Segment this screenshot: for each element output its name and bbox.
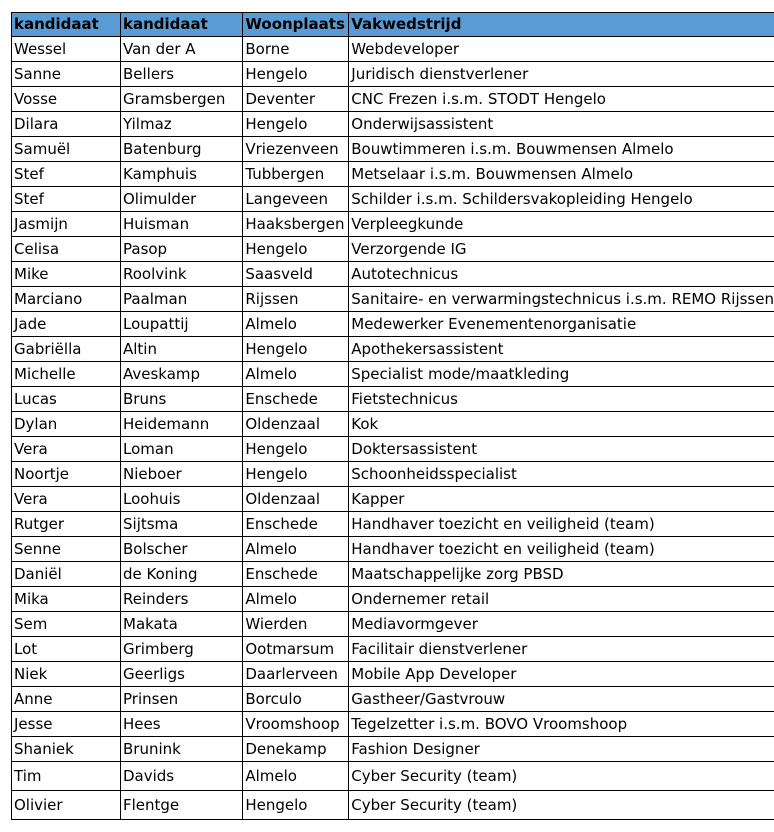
table-row	[12, 112, 774, 137]
cell-woonplaats: Enschede	[243, 512, 349, 537]
cell-vakwedstrijd: Fietstechnicus	[349, 387, 774, 412]
cell-first-name: Niek	[12, 662, 121, 687]
table-row	[12, 462, 774, 487]
cell-vakwedstrijd: Handhaver toezicht en veiligheid (team)	[349, 537, 774, 562]
header-first-name: kandidaat	[12, 13, 121, 37]
cell-vakwedstrijd: Mobile App Developer	[349, 662, 774, 687]
cell-woonplaats: Ootmarsum	[243, 637, 349, 662]
cell-vakwedstrijd: Facilitair dienstverlener	[349, 637, 774, 662]
cell-first-name: Marciano	[12, 287, 121, 312]
cell-vakwedstrijd: Metselaar i.s.m. Bouwmensen Almelo	[349, 162, 774, 187]
cell-woonplaats: Wierden	[243, 612, 349, 637]
table-body	[12, 37, 774, 820]
cell-vakwedstrijd: Onderwijsassistent	[349, 112, 774, 137]
table-row	[12, 437, 774, 462]
cell-first-name: Dilara	[12, 112, 121, 137]
cell-vakwedstrijd: Schoonheidsspecialist	[349, 462, 774, 487]
cell-woonplaats: Almelo	[243, 362, 349, 387]
cell-first-name: Daniël	[12, 562, 121, 587]
cell-woonplaats: Vriezenveen	[243, 137, 349, 162]
table-row	[12, 537, 774, 562]
cell-woonplaats: Almelo	[243, 312, 349, 337]
cell-last-name: Paalman	[121, 287, 243, 312]
cell-woonplaats: Denekamp	[243, 737, 349, 762]
cell-woonplaats: Langeveen	[243, 187, 349, 212]
table-row	[12, 37, 774, 62]
header-vakwedstrijd: Vakwedstrijd	[349, 13, 774, 37]
cell-last-name: Grimberg	[121, 637, 243, 662]
table-row	[12, 562, 774, 587]
table-row	[12, 137, 774, 162]
cell-woonplaats: Rijssen	[243, 287, 349, 312]
cell-vakwedstrijd: Medewerker Evenementenorganisatie	[349, 312, 774, 337]
candidates-table	[11, 12, 774, 820]
cell-vakwedstrijd: Cyber Security (team)	[349, 791, 774, 820]
cell-vakwedstrijd: Fashion Designer	[349, 737, 774, 762]
cell-vakwedstrijd: Handhaver toezicht en veiligheid (team)	[349, 512, 774, 537]
cell-woonplaats: Saasveld	[243, 262, 349, 287]
cell-first-name: Rutger	[12, 512, 121, 537]
cell-first-name: Stef	[12, 187, 121, 212]
cell-last-name: Loupattij	[121, 312, 243, 337]
cell-vakwedstrijd: Webdeveloper	[349, 37, 774, 62]
table-row	[12, 791, 774, 820]
cell-woonplaats: Borculo	[243, 687, 349, 712]
cell-first-name: Vosse	[12, 87, 121, 112]
cell-last-name: Aveskamp	[121, 362, 243, 387]
cell-woonplaats: Tubbergen	[243, 162, 349, 187]
cell-last-name: Sijtsma	[121, 512, 243, 537]
cell-last-name: Nieboer	[121, 462, 243, 487]
cell-woonplaats: Almelo	[243, 537, 349, 562]
cell-last-name: Batenburg	[121, 137, 243, 162]
cell-last-name: Loman	[121, 437, 243, 462]
cell-woonplaats: Daarlerveen	[243, 662, 349, 687]
table-row	[12, 412, 774, 437]
cell-first-name: Jade	[12, 312, 121, 337]
table-row	[12, 587, 774, 612]
cell-first-name: Anne	[12, 687, 121, 712]
cell-woonplaats: Hengelo	[243, 462, 349, 487]
cell-vakwedstrijd: Ondernemer retail	[349, 587, 774, 612]
cell-first-name: Lot	[12, 637, 121, 662]
cell-vakwedstrijd: Sanitaire- en verwarmingstechnicus i.s.m. REMO Rijssen	[349, 287, 774, 312]
cell-last-name: Altin	[121, 337, 243, 362]
cell-last-name: Davids	[121, 762, 243, 791]
cell-vakwedstrijd: Kok	[349, 412, 774, 437]
table-row	[12, 737, 774, 762]
cell-last-name: Hees	[121, 712, 243, 737]
cell-first-name: Noortje	[12, 462, 121, 487]
cell-vakwedstrijd: Tegelzetter i.s.m. BOVO Vroomshoop	[349, 712, 774, 737]
cell-vakwedstrijd: Maatschappelijke zorg PBSD	[349, 562, 774, 587]
cell-last-name: Flentge	[121, 791, 243, 820]
cell-woonplaats: Oldenzaal	[243, 487, 349, 512]
cell-first-name: Sanne	[12, 62, 121, 87]
table-row	[12, 312, 774, 337]
cell-last-name: Bolscher	[121, 537, 243, 562]
table-row	[12, 487, 774, 512]
table-row	[12, 337, 774, 362]
cell-last-name: Bruns	[121, 387, 243, 412]
cell-woonplaats: Hengelo	[243, 437, 349, 462]
cell-last-name: Huisman	[121, 212, 243, 237]
cell-first-name: Vera	[12, 487, 121, 512]
cell-last-name: de Koning	[121, 562, 243, 587]
cell-vakwedstrijd: Specialist mode/maatkleding	[349, 362, 774, 387]
table-row	[12, 362, 774, 387]
table-header	[12, 13, 774, 37]
cell-vakwedstrijd: Verzorgende IG	[349, 237, 774, 262]
cell-woonplaats: Haaksbergen	[243, 212, 349, 237]
cell-vakwedstrijd: Mediavormgever	[349, 612, 774, 637]
cell-woonplaats: Hengelo	[243, 237, 349, 262]
cell-first-name: Jesse	[12, 712, 121, 737]
cell-woonplaats: Hengelo	[243, 337, 349, 362]
table-row	[12, 87, 774, 112]
table-row	[12, 212, 774, 237]
cell-first-name: Mika	[12, 587, 121, 612]
cell-vakwedstrijd: Cyber Security (team)	[349, 762, 774, 791]
cell-last-name: Olimulder	[121, 187, 243, 212]
cell-woonplaats: Vroomshoop	[243, 712, 349, 737]
cell-woonplaats: Hengelo	[243, 112, 349, 137]
cell-vakwedstrijd: Juridisch dienstverlener	[349, 62, 774, 87]
cell-woonplaats: Borne	[243, 37, 349, 62]
table-row	[12, 687, 774, 712]
header-last-name: kandidaat	[121, 13, 243, 37]
cell-last-name: Roolvink	[121, 262, 243, 287]
cell-vakwedstrijd: Apothekersassistent	[349, 337, 774, 362]
table-row	[12, 512, 774, 537]
cell-vakwedstrijd: CNC Frezen i.s.m. STODT Hengelo	[349, 87, 774, 112]
cell-first-name: Tim	[12, 762, 121, 791]
cell-woonplaats: Oldenzaal	[243, 412, 349, 437]
table-row	[12, 162, 774, 187]
cell-woonplaats: Hengelo	[243, 62, 349, 87]
cell-last-name: Kamphuis	[121, 162, 243, 187]
cell-last-name: Gramsbergen	[121, 87, 243, 112]
cell-last-name: Heidemann	[121, 412, 243, 437]
table-row	[12, 712, 774, 737]
table-row	[12, 762, 774, 791]
cell-last-name: Reinders	[121, 587, 243, 612]
cell-last-name: Pasop	[121, 237, 243, 262]
cell-first-name: Olivier	[12, 791, 121, 820]
table-row	[12, 387, 774, 412]
table-row	[12, 237, 774, 262]
cell-last-name: Makata	[121, 612, 243, 637]
cell-woonplaats: Almelo	[243, 762, 349, 791]
table-row	[12, 287, 774, 312]
cell-vakwedstrijd: Doktersassistent	[349, 437, 774, 462]
header-woonplaats: Woonplaats	[243, 13, 349, 37]
cell-vakwedstrijd: Bouwtimmeren i.s.m. Bouwmensen Almelo	[349, 137, 774, 162]
table-row	[12, 187, 774, 212]
cell-first-name: Samuël	[12, 137, 121, 162]
table-row	[12, 662, 774, 687]
cell-first-name: Mike	[12, 262, 121, 287]
cell-first-name: Dylan	[12, 412, 121, 437]
cell-vakwedstrijd: Autotechnicus	[349, 262, 774, 287]
header-row	[12, 13, 774, 37]
cell-vakwedstrijd: Kapper	[349, 487, 774, 512]
cell-last-name: Loohuis	[121, 487, 243, 512]
cell-woonplaats: Enschede	[243, 387, 349, 412]
cell-woonplaats: Almelo	[243, 587, 349, 612]
cell-last-name: Brunink	[121, 737, 243, 762]
cell-woonplaats: Deventer	[243, 87, 349, 112]
cell-last-name: Prinsen	[121, 687, 243, 712]
cell-first-name: Lucas	[12, 387, 121, 412]
cell-woonplaats: Enschede	[243, 562, 349, 587]
cell-first-name: Sem	[12, 612, 121, 637]
table-row	[12, 262, 774, 287]
cell-first-name: Vera	[12, 437, 121, 462]
cell-first-name: Celisa	[12, 237, 121, 262]
cell-last-name: Yilmaz	[121, 112, 243, 137]
cell-first-name: Shaniek	[12, 737, 121, 762]
table-row	[12, 62, 774, 87]
cell-woonplaats: Hengelo	[243, 791, 349, 820]
table-row	[12, 612, 774, 637]
cell-first-name: Stef	[12, 162, 121, 187]
cell-last-name: Geerligs	[121, 662, 243, 687]
table-row	[12, 637, 774, 662]
cell-first-name: Michelle	[12, 362, 121, 387]
cell-vakwedstrijd: Schilder i.s.m. Schildersvakopleiding Hengelo	[349, 187, 774, 212]
cell-vakwedstrijd: Gastheer/Gastvrouw	[349, 687, 774, 712]
cell-first-name: Wessel	[12, 37, 121, 62]
cell-first-name: Jasmijn	[12, 212, 121, 237]
cell-vakwedstrijd: Verpleegkunde	[349, 212, 774, 237]
cell-first-name: Gabriëlla	[12, 337, 121, 362]
cell-last-name: Bellers	[121, 62, 243, 87]
cell-first-name: Senne	[12, 537, 121, 562]
cell-last-name: Van der A	[121, 37, 243, 62]
